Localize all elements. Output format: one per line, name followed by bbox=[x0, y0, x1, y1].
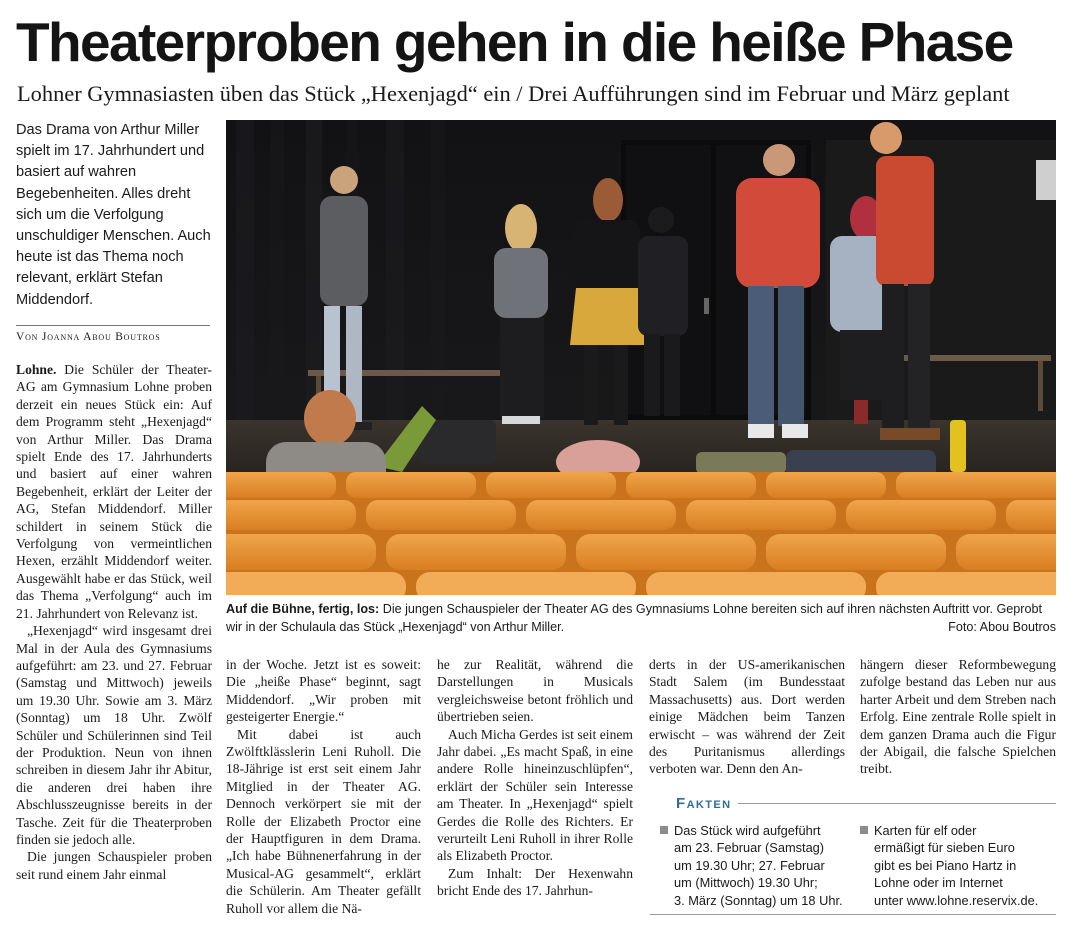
stage-photo bbox=[226, 120, 1056, 595]
article-paragraph: hängern dieser Reformbewegung zufolge bestand das Leben nur aus harter Arbeit und dem Streben nach Erfolg. Eine zentrale Rolle spielt in dem ganzen Drama auch die Figur der Abigail, die falsche Spielchen treibt. bbox=[860, 657, 1056, 777]
article-paragraph: „Hexenjagd“ wird insgesamt drei Mal in der Aula des Gymnasiums aufgeführt: am 23. und 27. Februar (Samstag und Mittwoch) jeweils um 19.30 Uhr. Sowie am 3. März (Sonntag) um 18 Uhr. Zwölf Schüler und Schülerinnen sind Teil der Produktion. Neun von ihnen schreiben in diesem Jahr ihr Abitur, die anderen drei haben ihre Abschlusszeugnisse bereits in der Tasche. Zeit für die Theaterproben finden sie jedoch alle. bbox=[16, 623, 212, 847]
article-lead-word: Lohne. bbox=[16, 362, 57, 377]
article-paragraph: Die jungen Schauspieler proben seit rund einem Jahr einmal bbox=[16, 849, 212, 882]
article-column-5 bbox=[860, 656, 1056, 778]
fact-text: Karten für elf oder ermäßigt für sieben Euro gibt es bei Piano Hartz in Lohne oder im Internet unter www.lohne.reservix.de. bbox=[874, 823, 1039, 908]
article-paragraph bbox=[16, 361, 212, 622]
article-paragraph: Mit dabei ist auch Zwölftklässlerin Leni Ruholl. Die 18-Jährige ist erst seit einem Jahr Mitglied in der Theater AG. Dennoch verkörpert sie mit der Rolle der Elizabeth Proctor eine der Hauptfiguren in dem Drama. „Ich habe Bühnenerfahrung in der Musical-AG gesammelt“, erklärt die Schülerin. Am Theater gefällt Ruholl vor allem die Nä- bbox=[226, 726, 421, 916]
subheadline: Lohner Gymnasiasten üben das Stück „Hexenjagd“ ein / Drei Aufführungen sind im Februar und März geplant bbox=[17, 81, 1010, 106]
article-paragraph: he zur Realität, während die Darstellungen in Musicals vergleichsweise betont fröhlich und übertrieben seien. bbox=[437, 657, 633, 725]
photo-caption bbox=[226, 601, 1056, 636]
article-column-4 bbox=[649, 656, 845, 778]
byline-divider bbox=[16, 325, 210, 326]
caption-lead: Auf die Bühne, fertig, los: bbox=[226, 602, 380, 616]
article-column-3 bbox=[437, 656, 633, 900]
caption-text: Die jungen Schauspieler der Theater AG des Gymnasiums Lohne bereiten sich auf ihren nächsten Auftritt vor. Geprobt wir in der Schulaula das Stück „Hexenjagd“ von Arthur Miller. bbox=[226, 602, 1042, 634]
article-paragraph: Zum Inhalt: Der Hexenwahn bricht Ende des 17. Jahrhun- bbox=[437, 865, 633, 899]
facts-title-text: Fakten bbox=[676, 795, 732, 812]
article-paragraph: Auch Micha Gerdes ist seit einem Jahr dabei. „Es macht Spaß, in eine andere Rolle hineinzuschlüpfen“, erklärt der Schüler sein Interesse am Theater. In „Hexenjagd“ spielt Gerdes die Rolle des Richters. Er verurteilt Leni Ruholl in ihrer Rolle als Elizabeth Proctor. bbox=[437, 726, 633, 864]
article-paragraph: in der Woche. Jetzt ist es soweit: Die „heiße Phase“ beginnt, sagt Middendorf. „Wir proben mit gesteigerter Energie.“ bbox=[226, 657, 421, 725]
stage-photo-illustration bbox=[226, 120, 1056, 595]
facts-top-rule bbox=[738, 803, 1056, 804]
byline bbox=[16, 330, 212, 344]
article-text: Die Schüler der Theater-AG am Gymnasium Lohne proben derzeit ein neues Stück ein: Auf dem Programm steht „Hexenjagd“ von Arthur Miller. Das Drama spielt Ende des 17. Jahrhunderts und basiert auf einer wahren Begebenheit, erklärt der Leiter der AG, Stefan Middendorf. Miller schildert in seinem Stück die Verfolgung von vermeintlichen Hexen, erzählt Middendorf weiter. Ausgewählt habe er das Stück, weil das Thema „Verfolgung“ auch im 21. Jahrhundert von Relevanz ist. bbox=[16, 362, 212, 621]
article-paragraph: derts in der US-amerikanischen Stadt Salem (im Bundesstaat Massachusetts) aus. Dort werden einige Mädchen beim Tanzen erwischt – was während der Zeit des Puritanismus allerdings verboten war. Denn den An- bbox=[649, 657, 845, 777]
teaser-text: Das Drama von Arthur Miller spielt im 17. Jahrhundert und basiert auf wahren Begebenheiten. Alles dreht sich um die Verfolgung unschuldiger Menschen. Auch heute ist das Thema noch relevant, erklärt Stefan Middendorf. bbox=[16, 122, 211, 308]
fact-text: Das Stück wird aufgeführt am 23. Februar (Samstag) um 19.30 Uhr; 27. Februar um (Mittwoch) 19.30 Uhr; 3. März (Sonntag) um 18 Uhr. bbox=[674, 823, 843, 908]
fact-item-dates bbox=[660, 822, 850, 912]
fact-item-tickets bbox=[860, 822, 1056, 912]
article-column-1 bbox=[16, 361, 212, 883]
square-bullet-icon bbox=[860, 826, 868, 834]
facts-title bbox=[676, 794, 731, 814]
article-column-2 bbox=[226, 656, 421, 917]
photo-credit: Foto: Abou Boutros bbox=[948, 619, 1056, 634]
facts-box bbox=[650, 792, 1056, 917]
square-bullet-icon bbox=[660, 826, 668, 834]
facts-bottom-rule bbox=[650, 914, 1056, 915]
headline: Theaterproben gehen in die heiße Phase bbox=[16, 11, 1013, 73]
byline-text: Von Joanna Abou Boutros bbox=[16, 331, 161, 343]
